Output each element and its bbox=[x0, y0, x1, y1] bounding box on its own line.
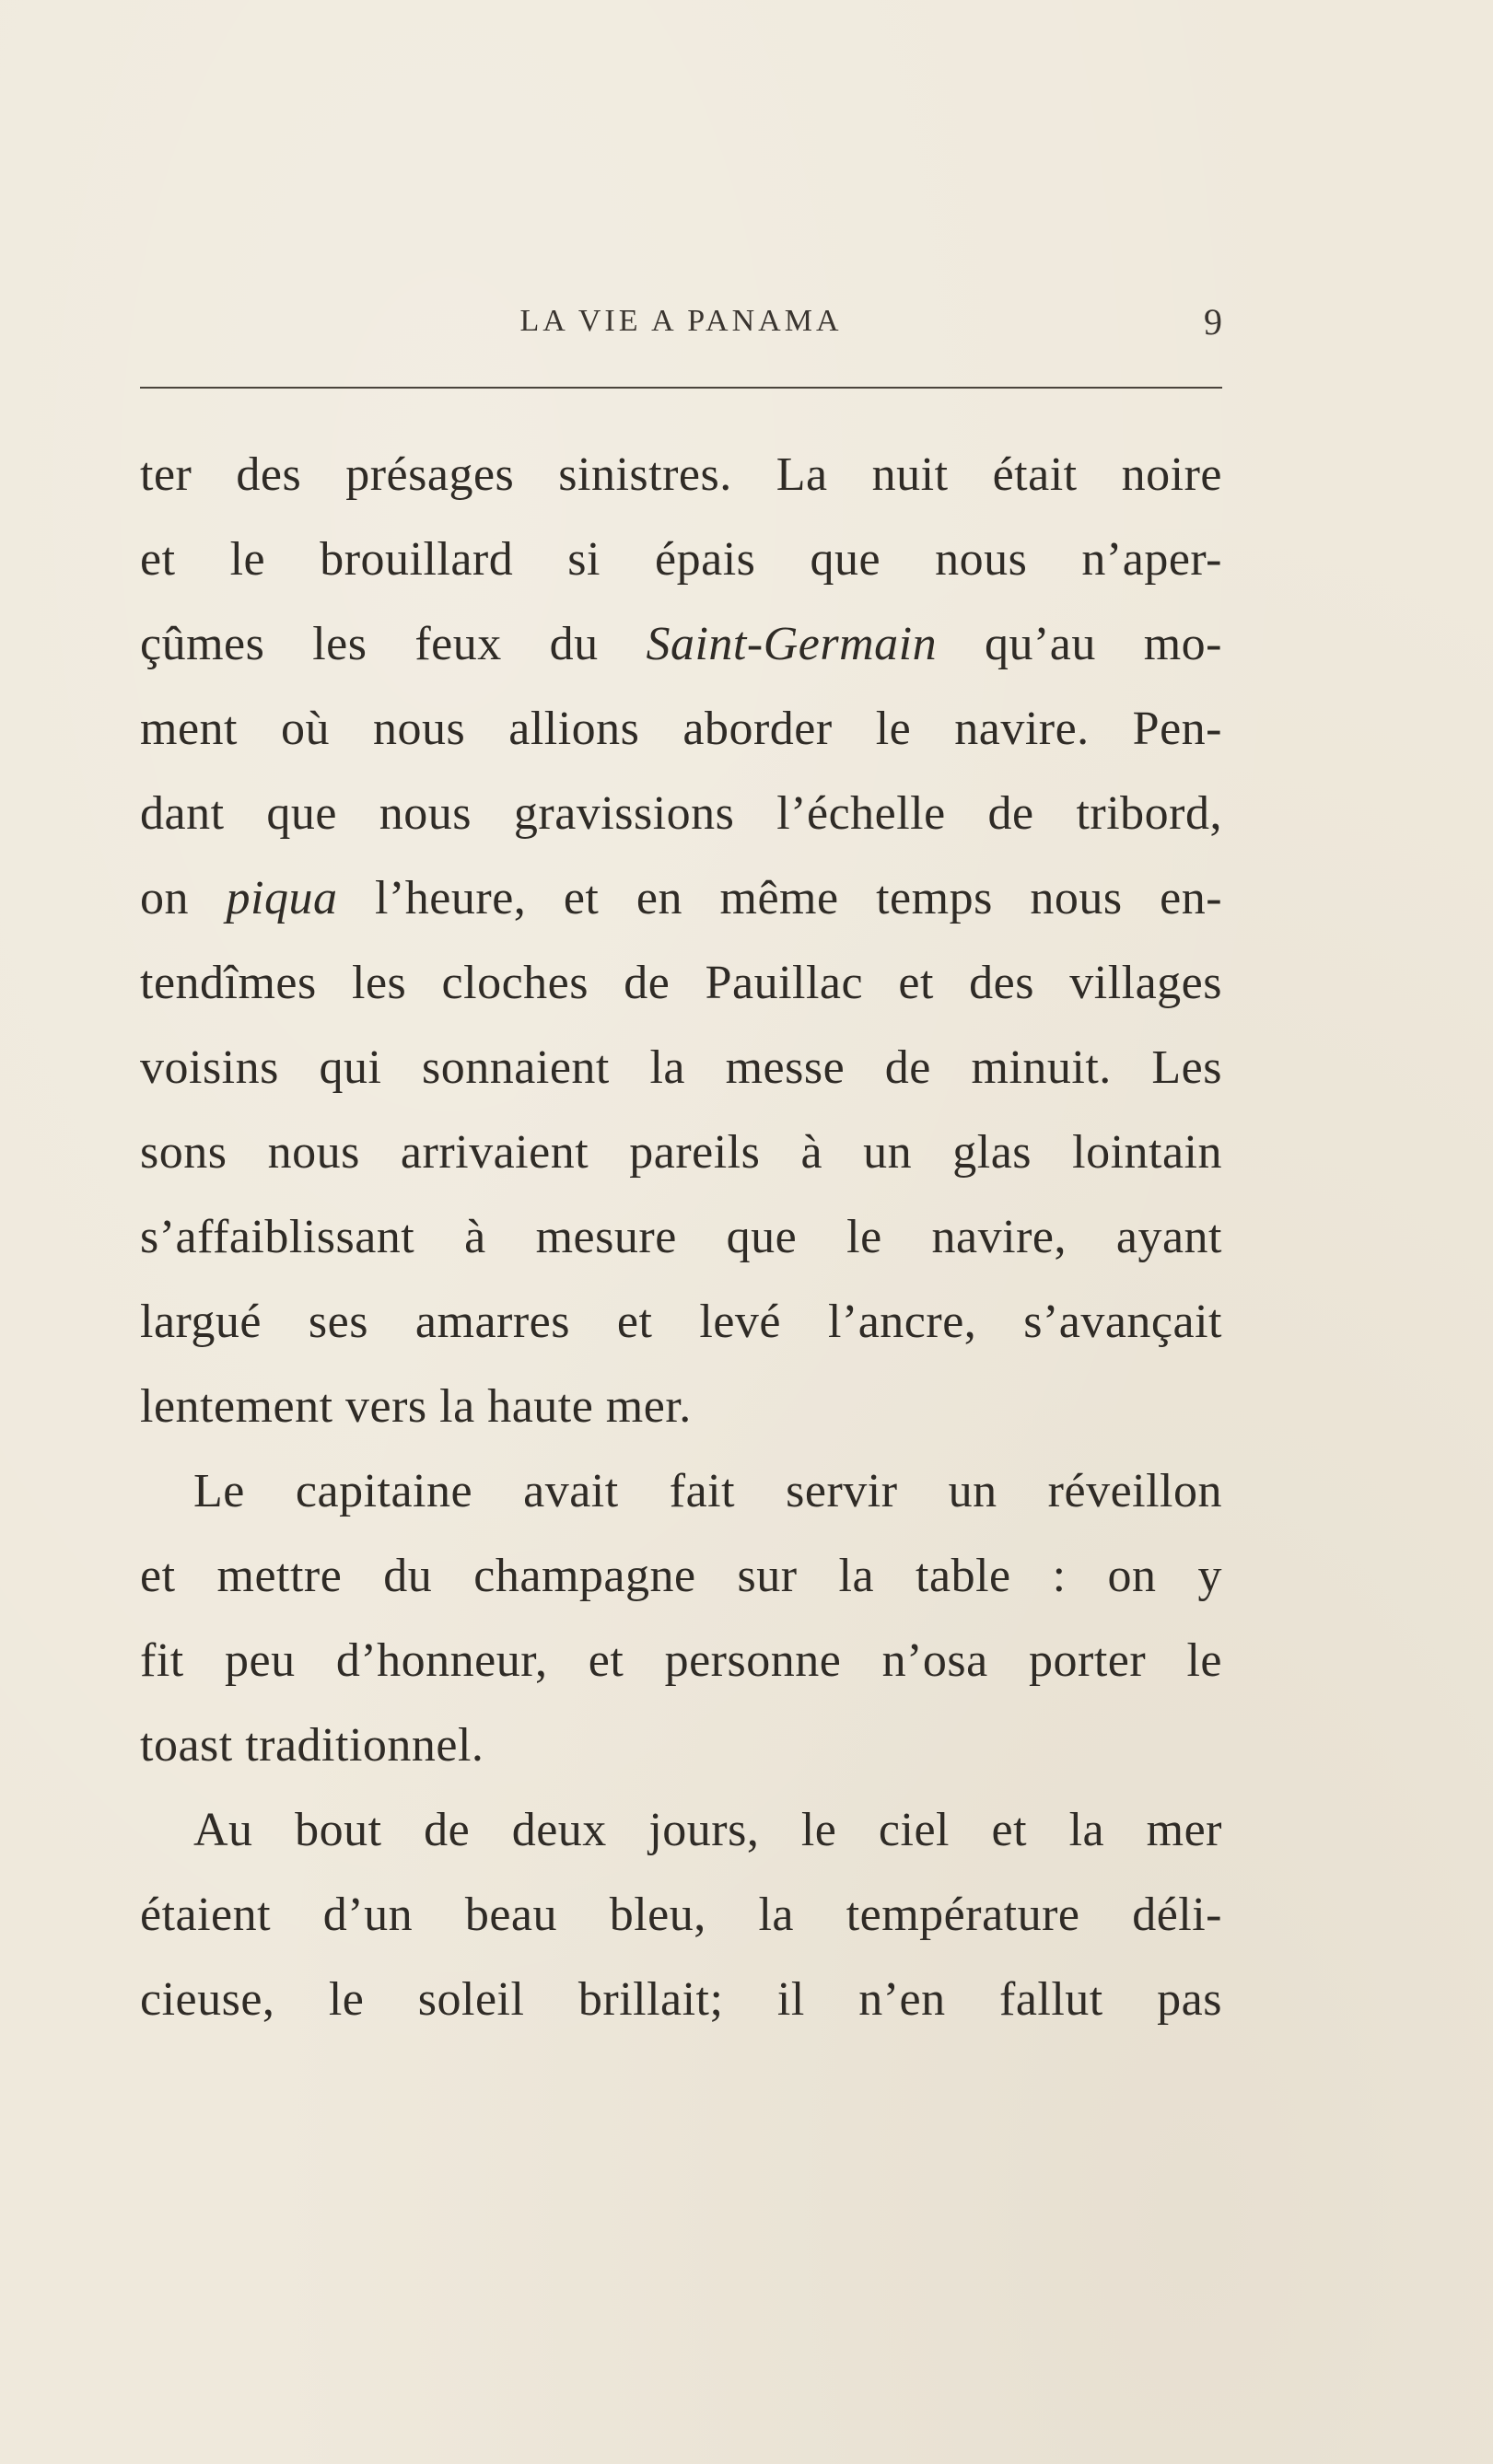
text-segment: voisins qui sonnaient la messe de minuit. Les bbox=[140, 1041, 1222, 1094]
text-line bbox=[140, 781, 1222, 866]
text-segment: Au bout de deux jours, le ciel et la mer bbox=[193, 1804, 1222, 1856]
text-line bbox=[140, 950, 1222, 1035]
text-line bbox=[140, 696, 1222, 781]
text-segment: dant que nous gravissions l’échelle de tribord, bbox=[140, 787, 1222, 840]
text-line bbox=[140, 1289, 1222, 1374]
text-line bbox=[140, 1120, 1222, 1204]
text-segment: tendîmes les cloches de Pauillac et des villages bbox=[140, 957, 1222, 1009]
text-segment: on bbox=[140, 872, 227, 924]
text-line bbox=[140, 1882, 1222, 1967]
text-segment: ter des présages sinistres. La nuit était noire bbox=[140, 448, 1222, 501]
text-line bbox=[140, 611, 1222, 696]
text-line bbox=[140, 866, 1222, 950]
text-segment: cieuse, le soleil brillait; il n’en fallut pas bbox=[140, 1973, 1222, 2026]
header-rule bbox=[140, 387, 1222, 389]
italic-text: piqua bbox=[226, 872, 338, 924]
text-segment: et mettre du champagne sur la table : on y bbox=[140, 1550, 1222, 1602]
text-line bbox=[140, 1459, 1222, 1543]
text-segment: et le brouillard si épais que nous n’aper- bbox=[140, 533, 1222, 586]
page-number: 9 bbox=[1204, 301, 1222, 343]
text-line bbox=[140, 1543, 1222, 1628]
text-line bbox=[140, 1204, 1222, 1289]
text-segment: largué ses amarres et levé l’ancre, s’avançait bbox=[140, 1296, 1222, 1348]
text-segment: étaient d’un beau bleu, la température déli- bbox=[140, 1889, 1222, 1941]
body-text bbox=[140, 442, 1222, 2051]
text-line bbox=[140, 1797, 1222, 1882]
text-line bbox=[140, 1374, 1222, 1459]
italic-text: Saint-Germain bbox=[646, 618, 938, 670]
text-segment: fit peu d’honneur, et personne n’osa porter le bbox=[140, 1634, 1222, 1687]
text-line bbox=[140, 1035, 1222, 1120]
text-segment: s’affaiblissant à mesure que le navire, ayant bbox=[140, 1211, 1222, 1263]
text-line bbox=[140, 527, 1222, 611]
running-head bbox=[140, 301, 1222, 359]
text-segment: sons nous arrivaient pareils à un glas lointain bbox=[140, 1126, 1222, 1179]
text-segment: qu’au mo- bbox=[937, 618, 1222, 670]
text-line bbox=[140, 1967, 1222, 2051]
text-segment: ment où nous allions aborder le navire. Pen- bbox=[140, 703, 1222, 755]
text-line bbox=[140, 442, 1222, 527]
text-segment: toast traditionnel. bbox=[140, 1719, 484, 1772]
text-segment: çûmes les feux du bbox=[140, 618, 647, 670]
text-segment: Le capitaine avait fait servir un réveillon bbox=[193, 1465, 1222, 1517]
text-line bbox=[140, 1713, 1222, 1797]
text-segment: l’heure, et en même temps nous en- bbox=[337, 872, 1223, 924]
text-line bbox=[140, 1628, 1222, 1713]
running-title: LA VIE A PANAMA bbox=[519, 304, 843, 338]
text-segment: lentement vers la haute mer. bbox=[140, 1380, 692, 1433]
